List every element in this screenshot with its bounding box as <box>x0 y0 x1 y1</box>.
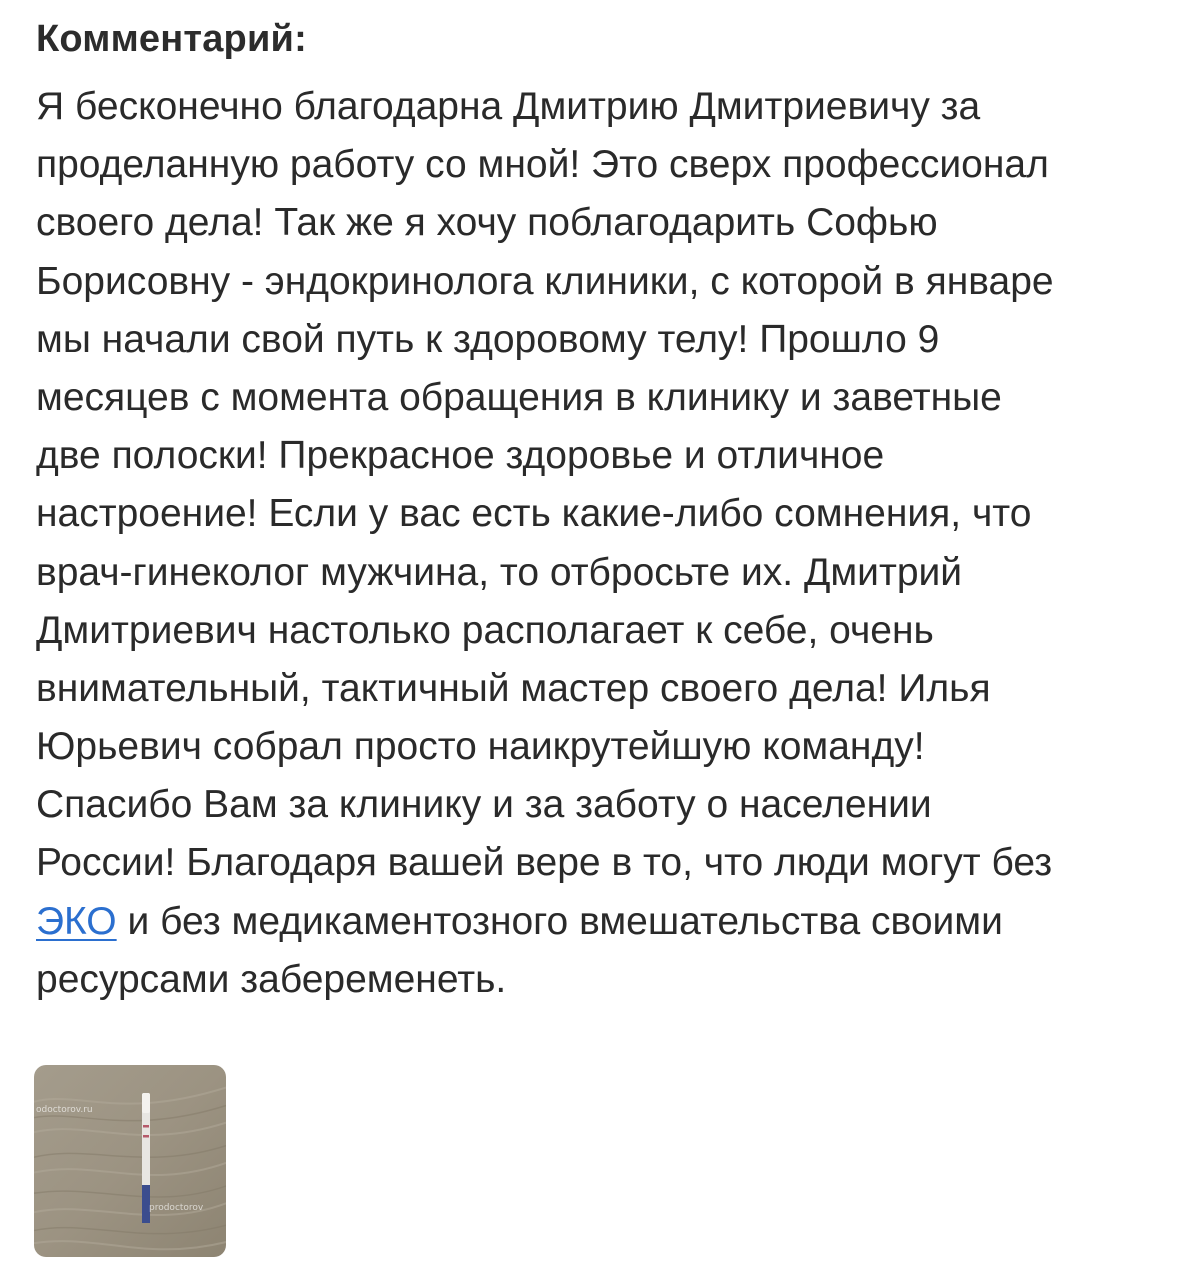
comment-line: России! Благодаря вашей вере в то, что люди могут без <box>36 841 1053 885</box>
comment-heading: Комментарий: <box>36 18 307 60</box>
comment-text <box>36 78 1166 1009</box>
comment-line: внимательный, тактичный мастер своего дела! Илья <box>36 666 991 710</box>
comment-line: Спасибо Вам за клинику и за заботу о населении <box>36 783 932 827</box>
comment-line: врач-гинеколог мужчина, то отбросьте их. Дмитрий <box>36 550 963 594</box>
comment-line: мы начали свой путь к здоровому телу! Прошло 9 <box>36 317 940 361</box>
comment-line: своего дела! Так же я хочу поблагодарить Софью <box>36 201 938 245</box>
attached-photo-thumbnail[interactable] <box>34 1065 226 1257</box>
comment-line-with-link <box>36 893 1166 951</box>
comment-line: месяцев с момента обращения в клинику и заветные <box>36 375 1002 419</box>
comment-line: Борисовну - эндокринолога клиники, с которой в январе <box>36 259 1054 303</box>
comment-line: Юрьевич собрал просто наикрутейшую команду! <box>36 725 925 769</box>
comment-line: проделанную работу со мной! Это сверх профессионал <box>36 143 1049 187</box>
eko-link[interactable]: ЭКО <box>36 899 117 943</box>
comment-line: настроение! Если у вас есть какие-либо сомнения, что <box>36 492 1032 536</box>
comment-line: ресурсами забеременеть. <box>36 957 507 1001</box>
comment-line-continuation: и без медикаментозного вмешательства своими <box>116 899 1003 943</box>
watermark-text: odoctorov.ru <box>36 1105 93 1115</box>
comment-line: Я бесконечно благодарна Дмитрию Дмитриевичу за <box>36 85 981 128</box>
pregnancy-test-photo <box>34 1065 226 1257</box>
comment-line: две полоски! Прекрасное здоровье и отличное <box>36 434 885 478</box>
comment-line: Дмитриевич настолько располагает к себе, очень <box>36 608 934 652</box>
watermark-text: prodoctorov <box>149 1203 204 1213</box>
